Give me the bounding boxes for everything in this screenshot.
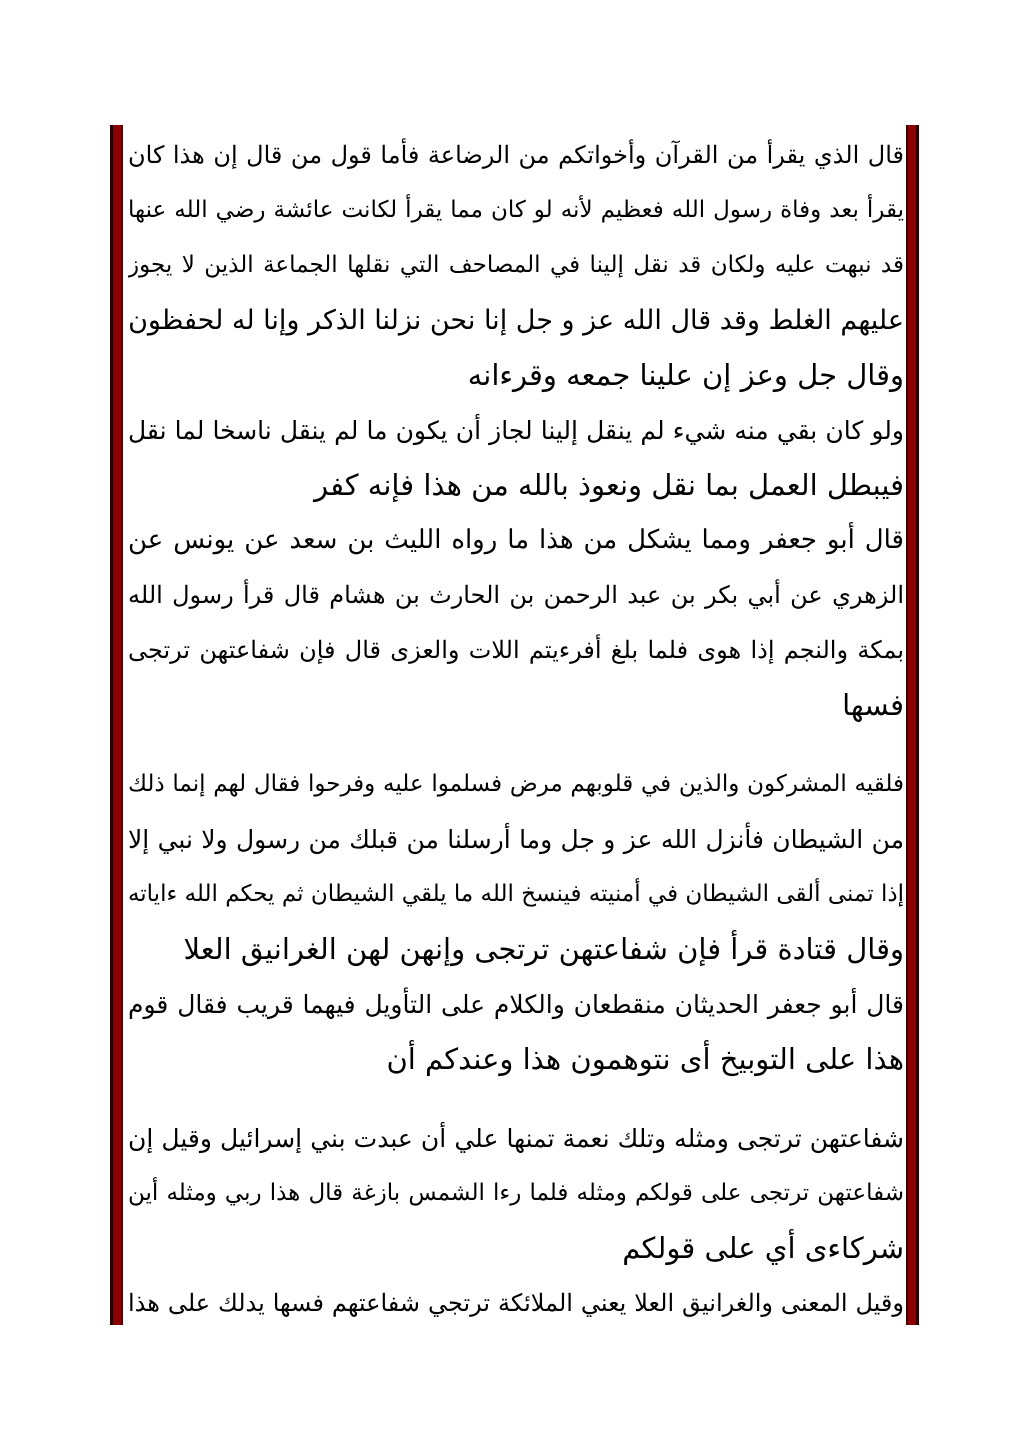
text-line-13: من الشيطان فأنزل الله عز و جل وما أرسلنا من قبلك من رسول ولا نبي إلا bbox=[128, 825, 904, 854]
text-line-7: فيبطل العمل بما نقل ونعوذ بالله من هذا فإنه كفر bbox=[314, 468, 904, 502]
text-line-15: وقال قتادة قرأ فإن شفاعتهن ترتجى وإنهن لهن الغرانيق العلا bbox=[183, 932, 904, 966]
paragraph-gap bbox=[128, 1087, 904, 1111]
text-line-14: إذا تمنى ألقى الشيطان في أمنيته فينسخ الله ما يلقي الشيطان ثم يحكم الله ءاياته bbox=[128, 881, 904, 907]
text-line-19: شفاعتهن ترتجى على قولكم ومثله فلما رءا الشمس بازغة قال هذا ربي ومثله أين bbox=[128, 1180, 904, 1206]
text-line-10: بمكة والنجم إذا هوى فلما بلغ أفرءيتم اللات والعزى قال فإن شفاعتهن ترتجى bbox=[128, 636, 904, 664]
text-block bbox=[128, 128, 904, 1331]
text-line-5: وقال جل وعز إن علينا جمعه وقرءانه bbox=[467, 358, 904, 392]
right-border-bar bbox=[906, 125, 919, 1325]
text-line-21: وقيل المعنى والغرانيق العلا يعني الملائكة ترتجي شفاعتهم فسها يدلك على هذا bbox=[128, 1289, 904, 1317]
text-line-12: فلقيه المشركون والذين في قلوبهم مرض فسلموا عليه وفرحوا فقال لهم إنما ذلك bbox=[128, 771, 904, 797]
paragraph-gap bbox=[128, 733, 904, 757]
text-line-18: شفاعتهن ترتجى ومثله وتلك نعمة تمنها علي أن عبدت بني إسرائيل وقيل إن bbox=[128, 1124, 904, 1153]
text-line-11: فسها bbox=[842, 688, 904, 722]
text-line-16: قال أبو جعفر الحديثان منقطعان والكلام على التأويل فيهما قريب فقال قوم bbox=[128, 990, 904, 1019]
text-line-17: هذا على التوبيخ أى نتوهمون هذا وعندكم أن bbox=[386, 1042, 904, 1076]
text-line-9: الزهري عن أبي بكر بن عبد الرحمن بن الحارث بن هشام قال قرأ رسول الله bbox=[128, 581, 904, 609]
left-border-bar bbox=[110, 125, 123, 1325]
text-line-2: يقرأ بعد وفاة رسول الله فعظيم لأنه لو كان مما يقرأ لكانت عائشة رضي الله عنها bbox=[128, 197, 904, 223]
text-line-3: قد نبهت عليه ولكان قد نقل إلينا في المصاحف التي نقلها الجماعة الذين لا يجوز bbox=[128, 252, 904, 278]
text-line-6: ولو كان بقي منه شيء لم ينقل إلينا لجاز أن يكون ما لم ينقل ناسخا لما نقل bbox=[128, 416, 904, 445]
text-line-8: قال أبو جعفر ومما يشكل من هذا ما رواه الليث بن سعد عن يونس عن bbox=[128, 525, 904, 555]
text-line-20: شركاءى أي على قولكم bbox=[622, 1231, 904, 1265]
text-line-4: عليهم الغلط وقد قال الله عز و جل إنا نحن نزلنا الذكر وإنا له لحفظون bbox=[128, 305, 904, 336]
text-line-1: قال الذي يقرأ من القرآن وأخواتكم من الرضاعة فأما قول من قال إن هذا كان bbox=[128, 141, 904, 169]
